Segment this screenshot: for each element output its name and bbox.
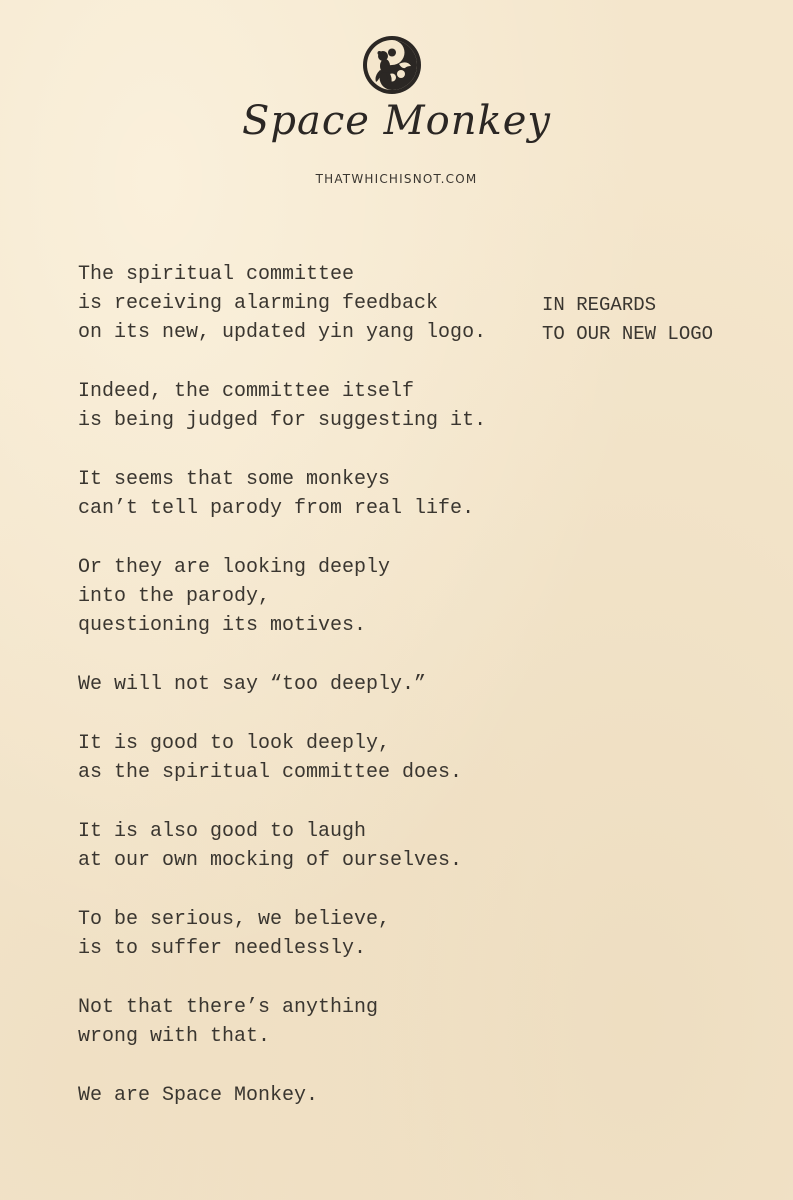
poem-body bbox=[78, 260, 528, 1140]
stanza-3 bbox=[78, 465, 528, 523]
stanza-8 bbox=[78, 905, 528, 963]
poem-line: is being judged for suggesting it. bbox=[78, 409, 487, 432]
title-line-2: TO OUR NEW LOGO bbox=[542, 323, 714, 345]
stanza-2 bbox=[78, 377, 528, 435]
poem-line: is receiving alarming feedback bbox=[78, 292, 439, 315]
poem-line: questioning its motives. bbox=[78, 614, 367, 637]
poem-line: Not that there’s anything bbox=[78, 996, 379, 1019]
poem-line: is to suffer needlessly. bbox=[78, 937, 367, 960]
poem-line: can’t tell parody from real life. bbox=[78, 497, 475, 520]
stanza-4 bbox=[78, 553, 528, 640]
poem-line: The spiritual committee bbox=[78, 263, 355, 286]
stanza-7 bbox=[78, 817, 528, 875]
poem-line: It is good to look deeply, bbox=[78, 732, 391, 755]
poem-line: at our own mocking of ourselves. bbox=[78, 849, 463, 872]
poem-line: into the parody, bbox=[78, 585, 271, 608]
stanza-9 bbox=[78, 993, 528, 1051]
poem-line: wrong with that. bbox=[78, 1025, 271, 1048]
poem-line: We are Space Monkey. bbox=[78, 1084, 319, 1107]
stanza-5 bbox=[78, 670, 528, 699]
stanza-6 bbox=[78, 729, 528, 787]
title-line-1: IN REGARDS bbox=[542, 294, 657, 316]
poem-line: It seems that some monkeys bbox=[78, 468, 391, 491]
poem-line: Indeed, the committee itself bbox=[78, 380, 415, 403]
stanza-1 bbox=[78, 260, 528, 347]
poem-line: Or they are looking deeply bbox=[78, 556, 391, 579]
poem-line: We will not say “too deeply.” bbox=[78, 673, 427, 696]
brand-url: THATWHICHISNOT.COM bbox=[315, 172, 478, 186]
poem-line: on its new, updated yin yang logo. bbox=[78, 321, 487, 344]
poem-line: It is also good to laugh bbox=[78, 820, 367, 843]
poem-line: To be serious, we believe, bbox=[78, 908, 391, 931]
poem-line: as the spiritual committee does. bbox=[78, 761, 463, 784]
brand-name: Space Monkey bbox=[242, 98, 551, 144]
poem-title bbox=[542, 291, 713, 349]
yin-yang-monkey-icon bbox=[361, 34, 423, 96]
stanza-10 bbox=[78, 1081, 528, 1110]
brand-header bbox=[0, 0, 793, 200]
